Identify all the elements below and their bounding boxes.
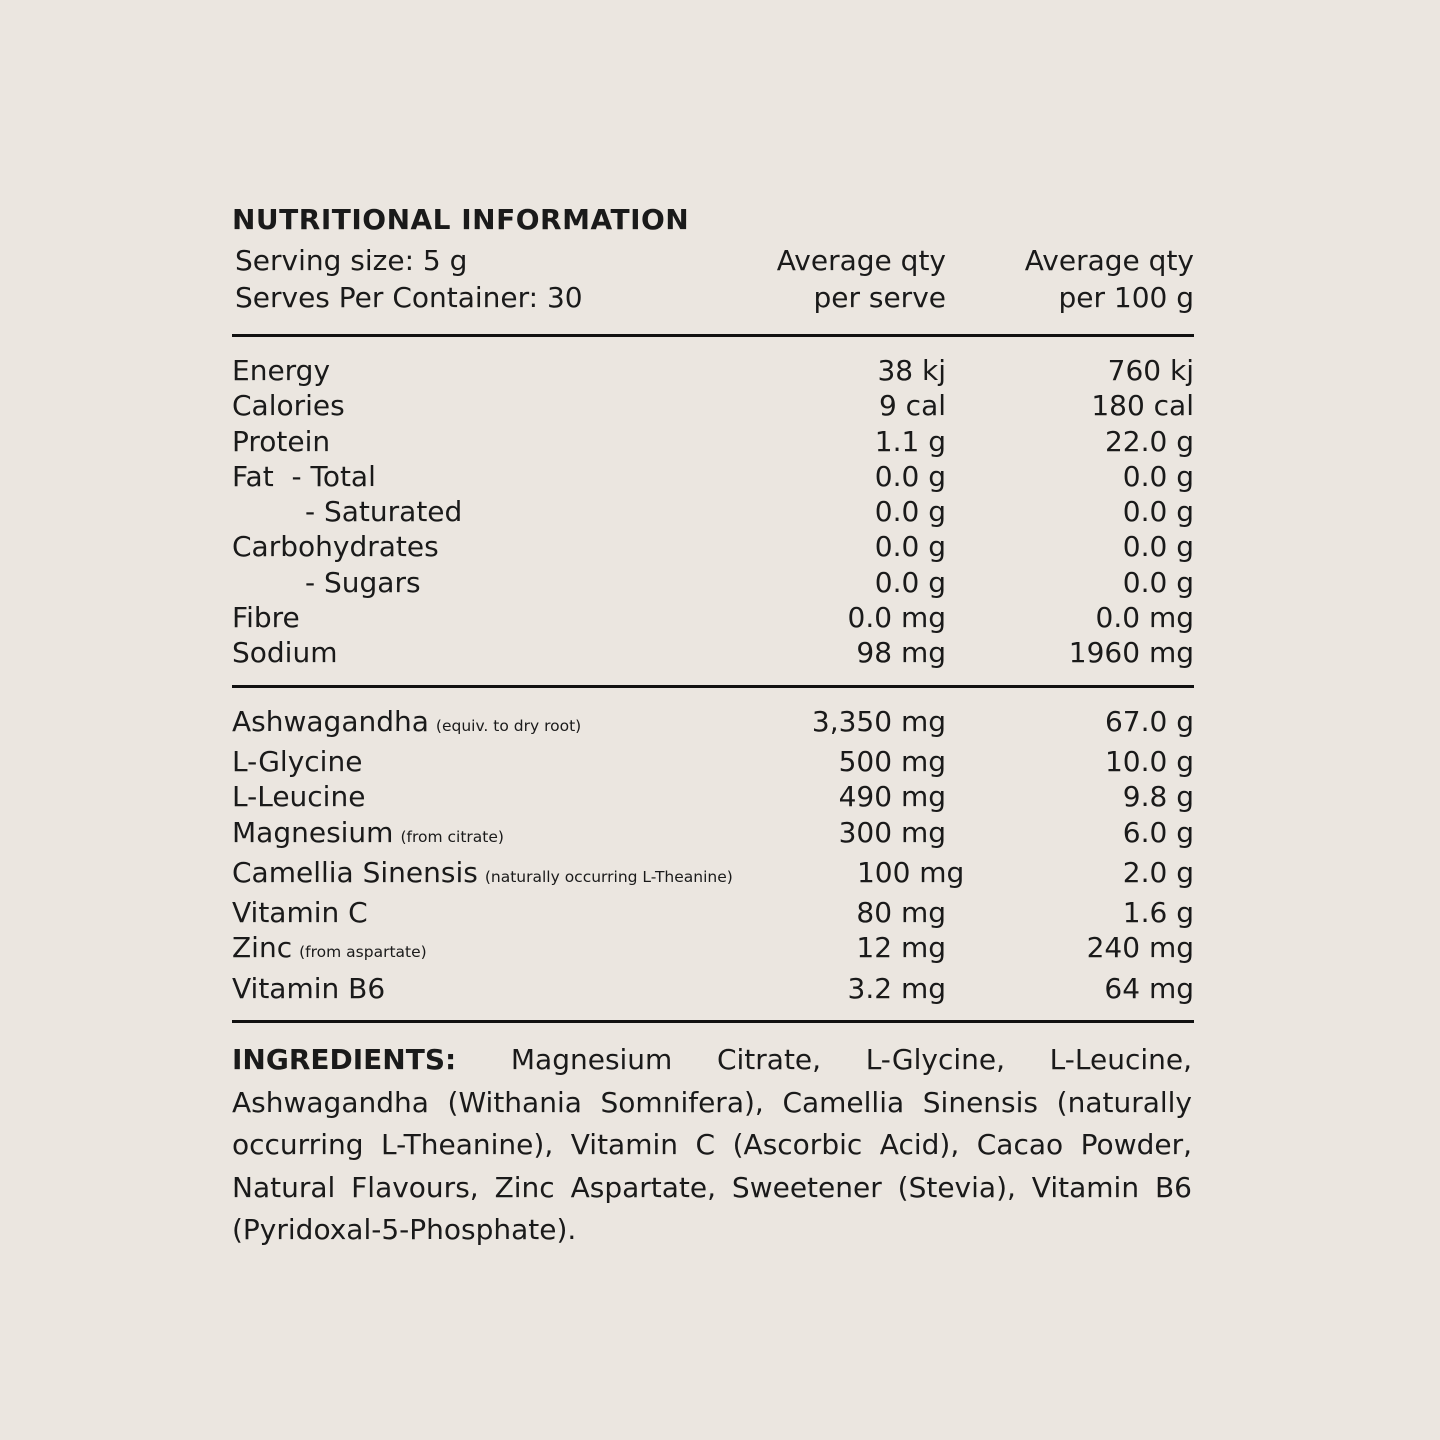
per-100g-value: 1960 mg (1068, 636, 1194, 670)
active-name: L-Glycine (232, 744, 363, 778)
table-row (232, 930, 1194, 970)
per-serve-value: 500 mg (838, 744, 946, 778)
table-row (232, 815, 1194, 855)
serving-size: Serving size: 5 g (235, 244, 468, 277)
table-row (232, 353, 1194, 388)
per-serve-value: 38 kj (877, 354, 946, 387)
active-name: Magnesium (232, 815, 394, 849)
nutrient-name: Protein (232, 424, 331, 458)
per-100g-value: 64 mg (1104, 971, 1194, 1005)
active-name: Ashwagandha (232, 704, 429, 738)
per-serve-value: 0.0 g (874, 495, 946, 529)
per-100g-value: 0.0 g (1122, 565, 1194, 599)
active-note: (equiv. to dry root) (435, 716, 582, 735)
ingredients-label: INGREDIENTS: (232, 1043, 457, 1077)
per-100g-value: 180 cal (1091, 389, 1194, 423)
table-row (232, 704, 1194, 744)
ingredients-text: Magnesium Citrate, L-Glycine, L-Leucine, Ashwagandha (Withania Somnifera), Camellia Sinensis (naturally occurring L-Theanine), Vitamin C (Ascorbic Acid), Cacao Powder, Natural Flavours, Zinc Aspartate, Sweetener (Stevia), Vitamin B6 (Pyridoxal-5-Phosphate). (232, 1043, 1193, 1247)
per-serve-value: 9 cal (878, 389, 946, 423)
active-name: L-Leucine (232, 780, 366, 814)
per-serve-value: 490 mg (838, 780, 946, 814)
per-100g-value: 2.0 g (1122, 855, 1194, 889)
per-serve-value: 0.0 g (874, 459, 946, 493)
nutrient-name: - Saturated (305, 495, 463, 529)
per-100g-value: 67.0 g (1104, 704, 1194, 738)
actives-section (232, 688, 1194, 1023)
active-note: (from aspartate) (299, 943, 427, 962)
active-note: (naturally occurring L-Theanine) (484, 867, 733, 886)
table-row (232, 744, 1194, 779)
table-row (232, 459, 1194, 494)
nutrient-name: Carbohydrates (232, 530, 439, 564)
per-100g-value: 240 mg (1086, 931, 1194, 965)
per-100g-value: 6.0 g (1122, 815, 1194, 849)
active-name-cell (232, 815, 696, 855)
per-100g-value: 1.6 g (1122, 896, 1194, 930)
column-header-per-serve (696, 242, 946, 316)
nutrient-name: - Sugars (305, 565, 421, 599)
nutrient-name: Fibre (232, 601, 300, 635)
per-100g-value: 0.0 mg (1095, 601, 1194, 635)
per-serve-value: 1.1 g (874, 424, 946, 458)
per-serve-value: 3,350 mg (811, 704, 946, 738)
table-row (232, 855, 1194, 895)
serving-info (232, 242, 696, 316)
per-serve-value: 0.0 mg (847, 601, 946, 635)
table-row (232, 494, 1194, 529)
nutrient-name: Sodium (232, 636, 338, 670)
table-row (232, 971, 1194, 1006)
column-header-per-100g-line1: Average qty (1024, 244, 1194, 277)
per-serve-value: 100 mg (856, 855, 965, 889)
ingredients-paragraph (232, 1039, 1192, 1252)
active-name: Vitamin C (232, 896, 368, 930)
column-header-per-serve-line2: per serve (813, 281, 946, 314)
table-row (232, 565, 1194, 600)
active-name-cell (232, 744, 696, 779)
per-serve-value: 0.0 g (874, 565, 946, 599)
table-row (232, 529, 1194, 564)
active-name-cell (232, 779, 696, 814)
active-name: Vitamin B6 (232, 971, 386, 1005)
table-row (232, 635, 1194, 670)
active-name-cell (232, 971, 696, 1006)
per-serve-value: 12 mg (856, 931, 946, 965)
table-row (232, 424, 1194, 459)
table-row (232, 779, 1194, 814)
column-header-per-serve-line1: Average qty (776, 244, 946, 277)
serves-per-container: Serves Per Container: 30 (235, 281, 583, 314)
active-note: (from citrate) (400, 827, 504, 846)
table-row (232, 895, 1194, 930)
active-name: Camellia Sinensis (232, 855, 478, 889)
table-row (232, 388, 1194, 423)
column-header-per-100g (946, 242, 1194, 316)
per-serve-value: 98 mg (856, 636, 946, 670)
per-100g-value: 22.0 g (1104, 424, 1194, 458)
active-name-cell (232, 895, 696, 930)
column-header-per-100g-line2: per 100 g (1058, 281, 1194, 314)
per-serve-value: 80 mg (856, 896, 946, 930)
per-100g-value: 760 kj (1107, 354, 1194, 387)
per-100g-value: 0.0 g (1122, 530, 1194, 564)
active-name-cell (232, 930, 696, 970)
nutrients-section (232, 337, 1194, 688)
per-serve-value: 3.2 mg (847, 971, 946, 1005)
table-row (232, 600, 1194, 635)
panel-title: NUTRITIONAL INFORMATION (232, 203, 690, 236)
nutrition-panel (232, 200, 1194, 1252)
active-name-cell (232, 855, 733, 895)
per-serve-value: 300 mg (838, 815, 946, 849)
per-100g-value: 0.0 g (1122, 495, 1194, 529)
table-header (232, 242, 1194, 337)
active-name-cell (232, 704, 696, 744)
per-100g-value: 10.0 g (1104, 744, 1194, 778)
nutrient-name: Calories (232, 389, 345, 423)
per-serve-value: 0.0 g (874, 530, 946, 564)
nutrient-name: Fat - Total (232, 459, 376, 493)
per-100g-value: 0.0 g (1122, 459, 1194, 493)
per-100g-value: 9.8 g (1122, 780, 1194, 814)
nutrient-name: Energy (232, 354, 331, 387)
active-name: Zinc (232, 931, 293, 965)
